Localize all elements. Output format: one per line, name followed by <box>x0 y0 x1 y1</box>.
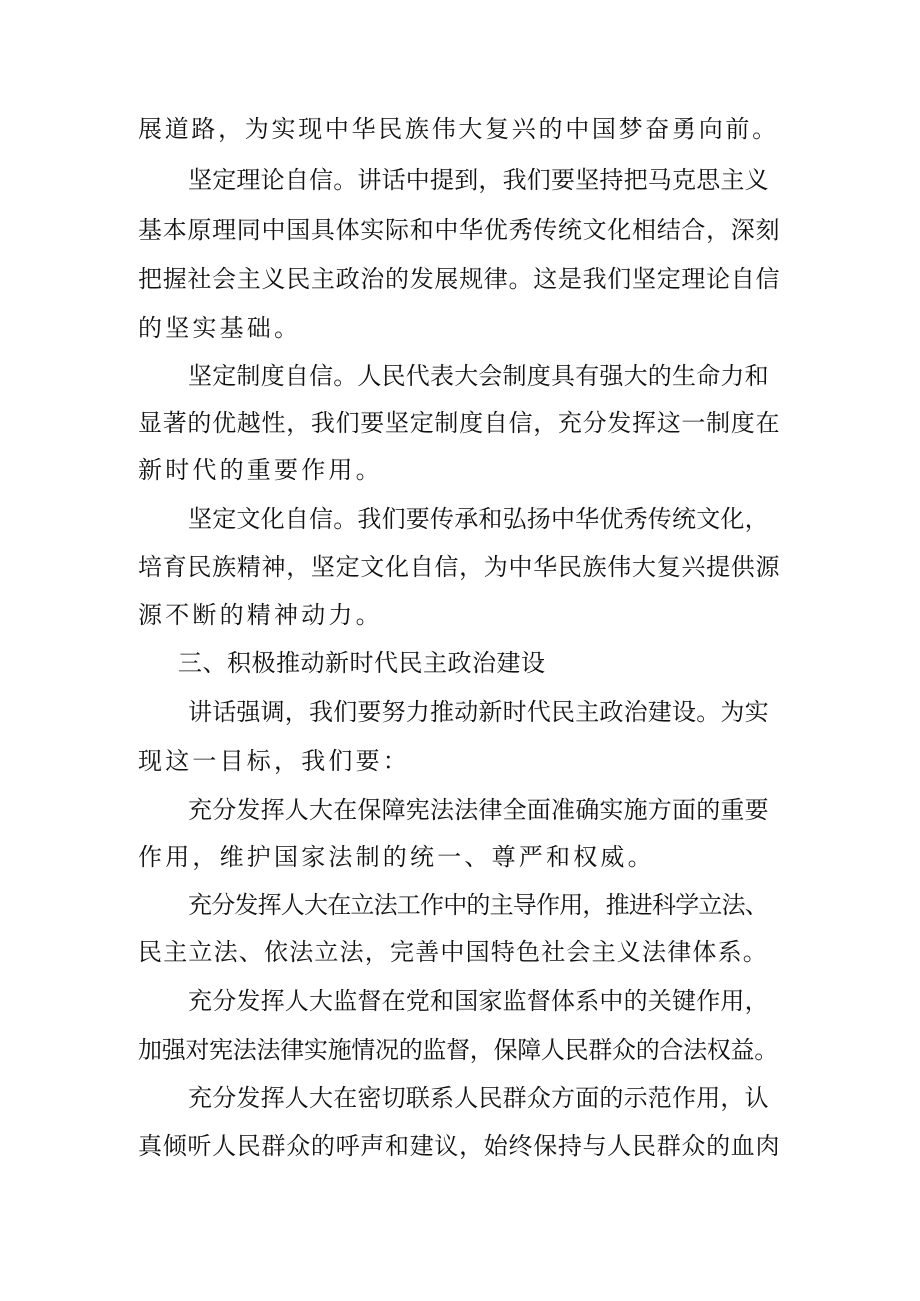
text-line: 充分发挥人大在保障宪法法律全面准确实施方面的重要 <box>188 796 769 824</box>
section-heading: 三、积极推动新时代民主政治建设 <box>178 649 546 677</box>
text-line: 新时代的重要作用。 <box>138 456 383 484</box>
text-line: 坚定文化自信。我们要传承和弘扬中华优秀传统文化， <box>188 505 769 533</box>
text-line: 充分发挥人大在密切联系人民群众方面的示范作用，认 <box>188 1084 769 1112</box>
text-line: 民主立法、依法立法，完善中国特色社会主义法律体系。 <box>138 938 768 966</box>
text-line: 展道路，为实现中华民族伟大复兴的中国梦奋勇向前。 <box>138 115 779 143</box>
text-line: 现这一目标，我们要： <box>138 747 410 775</box>
text-line: 基本原理同中国具体实际和中华优秀传统文化相结合，深刻 <box>138 216 781 244</box>
text-line: 坚定制度自信。人民代表大会制度具有强大的生命力和 <box>188 362 769 390</box>
text-line: 培育民族精神，坚定文化自信，为中华民族伟大复兴提供源 <box>138 553 781 581</box>
text-line: 充分发挥人大在立法工作中的主导作用，推进科学立法、 <box>188 891 768 919</box>
text-line: 的坚实基础。 <box>138 314 302 342</box>
text-line: 把握社会主义民主政治的发展规律。这是我们坚定理论自信 <box>138 265 781 293</box>
text-line: 充分发挥人大监督在党和国家监督体系中的关键作用， <box>188 987 769 1015</box>
text-line: 加强对宪法法律实施情况的监督，保障人民群众的合法权益。 <box>138 1036 778 1064</box>
text-line: 源不断的精神动力。 <box>138 601 383 629</box>
text-line: 作用，维护国家法制的统一、尊严和权威。 <box>138 843 655 871</box>
text-line: 真倾听人民群众的呼声和建议，始终保持与人民群众的血肉 <box>138 1132 781 1160</box>
text-line: 显著的优越性，我们要坚定制度自信，充分发挥这一制度在 <box>138 409 781 437</box>
text-line: 讲话强调，我们要努力推动新时代民主政治建设。为实 <box>188 698 769 726</box>
text-line: 坚定理论自信。讲话中提到，我们要坚持把马克思主义 <box>188 166 769 194</box>
